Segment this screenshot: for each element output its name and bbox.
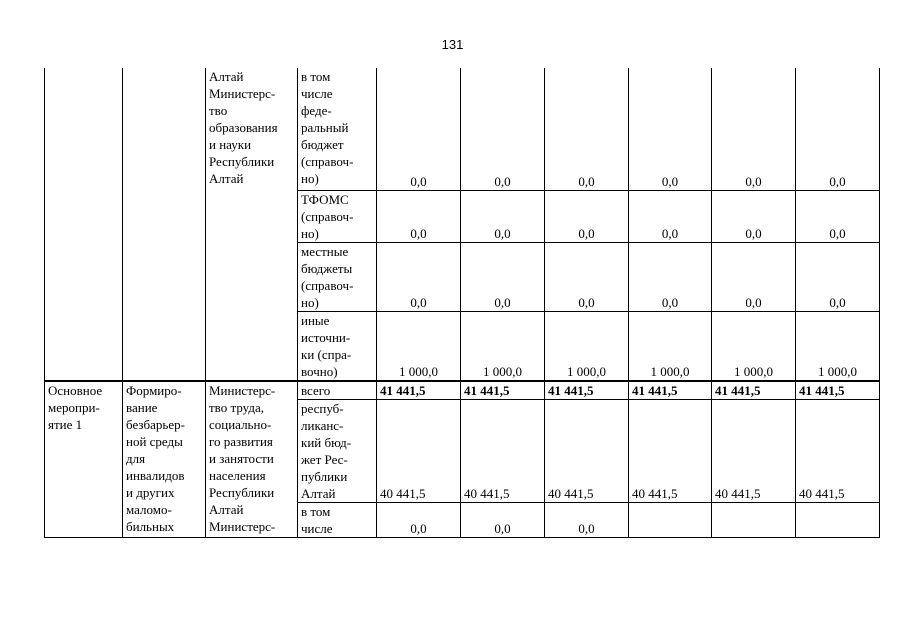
value-cell [629,502,712,537]
value-cell: 0,0 [377,190,461,242]
source-cell: в том числе феде- ральный бюджет (справоч- но) [298,68,377,190]
value-cell: 0,0 [712,242,796,311]
value-cell: 0,0 [629,242,712,311]
value-cell [796,502,880,537]
value-cell: 40 441,5 [629,399,712,502]
value-cell: 0,0 [461,190,545,242]
value-cell: 0,0 [796,190,880,242]
value-cell: 0,0 [377,68,461,190]
value-cell: 1 000,0 [545,311,629,381]
value-cell: 0,0 [712,190,796,242]
value-cell: 0,0 [712,68,796,190]
value-cell [712,502,796,537]
value-cell: 0,0 [629,190,712,242]
value-cell: 0,0 [461,502,545,537]
value-cell: 0,0 [796,68,880,190]
value-cell: 1 000,0 [629,311,712,381]
value-cell: 40 441,5 [545,399,629,502]
value-cell: 40 441,5 [712,399,796,502]
event-cell: Основное меропри- ятие 1 [45,381,123,538]
source-cell: в том числе [298,502,377,537]
source-cell: местные бюджеты (справоч- но) [298,242,377,311]
value-cell: 0,0 [545,502,629,537]
budget-table [44,68,880,538]
value-cell: 0,0 [461,68,545,190]
name-cell-empty [123,68,206,381]
value-cell: 0,0 [377,502,461,537]
table-row [45,68,880,190]
value-cell: 40 441,5 [796,399,880,502]
value-cell: 0,0 [377,242,461,311]
value-cell: 41 441,5 [629,381,712,400]
table-row [45,381,880,400]
value-cell: 0,0 [629,68,712,190]
page-number: 131 [441,37,464,52]
responsible-cell: Министерс- тво труда, социально- го развития и занятости населения Республики Алтай Министерс- [206,381,298,538]
responsible-cell: Алтай Министерс- тво образования и науки Республики Алтай [206,68,298,381]
source-cell: всего [298,381,377,400]
value-cell: 1 000,0 [796,311,880,381]
value-cell: 0,0 [545,242,629,311]
value-cell: 0,0 [461,242,545,311]
value-cell: 0,0 [796,242,880,311]
value-cell: 40 441,5 [377,399,461,502]
event-cell-empty [45,68,123,381]
source-cell: иные источни- ки (спра- вочно) [298,311,377,381]
value-cell: 41 441,5 [461,381,545,400]
value-cell: 41 441,5 [712,381,796,400]
source-cell: ТФОМС (справоч- но) [298,190,377,242]
source-cell: респуб- ликанс- кий бюд- жет Рес- публики Алтай [298,399,377,502]
value-cell: 1 000,0 [712,311,796,381]
value-cell: 40 441,5 [461,399,545,502]
name-cell: Формиро- вание безбарьер- ной среды для инвалидов и других маломо- бильных [123,381,206,538]
value-cell: 41 441,5 [545,381,629,400]
value-cell: 1 000,0 [377,311,461,381]
value-cell: 0,0 [545,68,629,190]
value-cell: 41 441,5 [377,381,461,400]
value-cell: 0,0 [545,190,629,242]
value-cell: 1 000,0 [461,311,545,381]
value-cell: 41 441,5 [796,381,880,400]
